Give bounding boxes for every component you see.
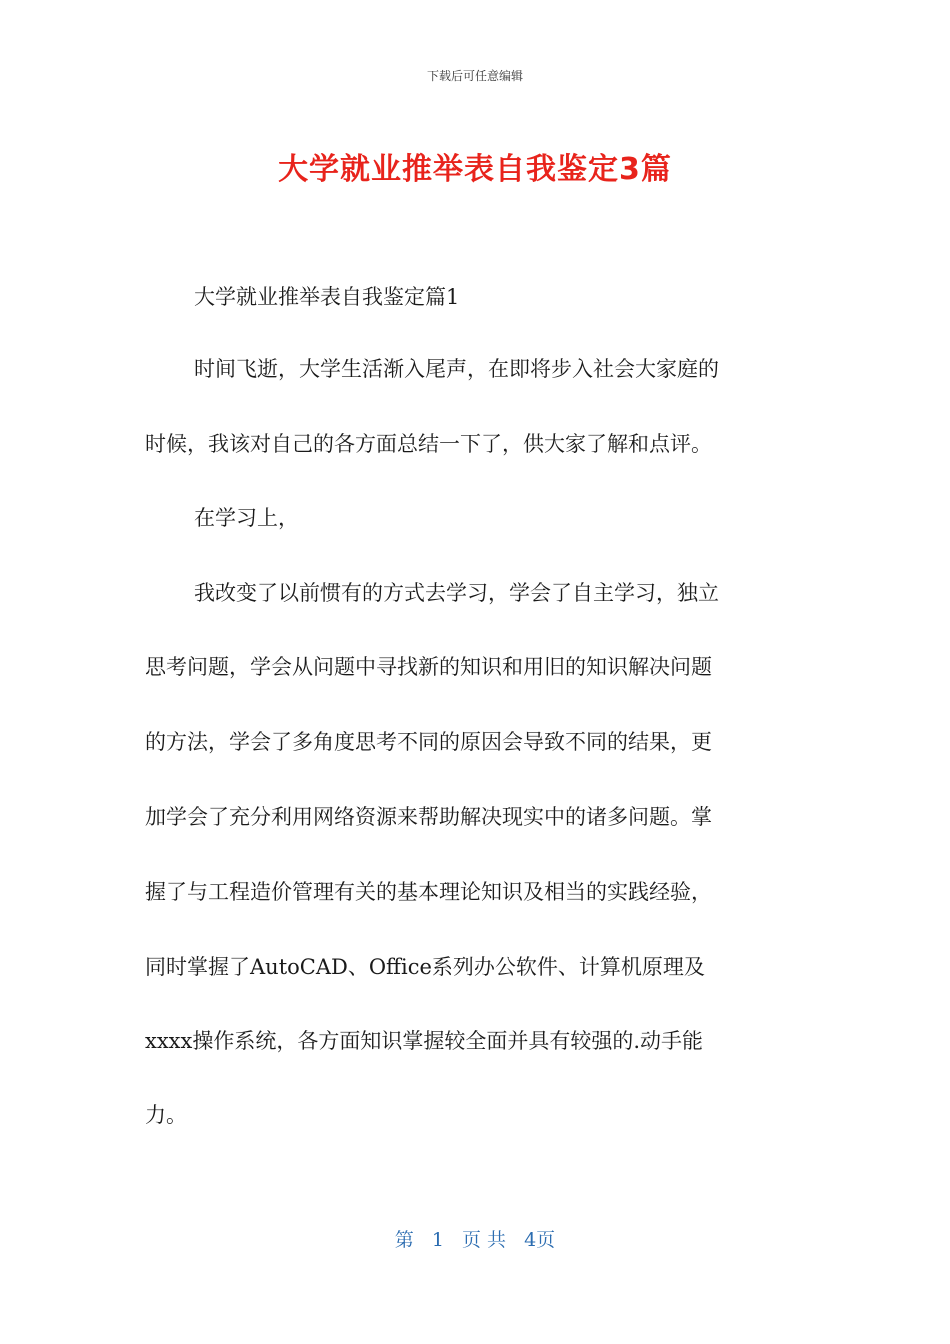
paragraph-line: 思考问题，学会从问题中寻找新的知识和用旧的知识解决问题 — [145, 655, 712, 679]
section-heading: 大学就业推举表自我鉴定篇1 — [194, 285, 460, 309]
paragraph-line: 加学会了充分利用网络资源来帮助解决现实中的诸多问题。掌 — [145, 805, 712, 829]
paragraph-line: 力。 — [145, 1103, 187, 1127]
header-note: 下载后可任意编辑 — [426, 69, 523, 83]
paragraph-line: 握了与工程造价管理有关的基本理论知识及相当的实践经验， — [145, 880, 712, 904]
paragraph-line: xxxx操作系统，各方面知识掌握较全面并具有较强的.动手能 — [145, 1029, 704, 1053]
paragraph-line: 的方法，学会了多角度思考不同的原因会导致不同的结果，更 — [145, 730, 712, 754]
paragraph-line: 我改变了以前惯有的方式去学习，学会了自主学习，独立 — [194, 581, 719, 605]
page-footer — [0, 1225, 950, 1252]
footer-page-number: 1 — [431, 1229, 444, 1251]
footer-total: 4页 — [524, 1229, 556, 1251]
document-title: 大学就业推举表自我鉴定3篇 — [278, 152, 672, 187]
paragraph-line: 时候，我该对自己的各方面总结一下了，供大家了解和点评。 — [145, 432, 712, 456]
paragraph-line: 在学习上， — [194, 506, 299, 530]
footer-middle: 页 共 — [462, 1229, 507, 1251]
paragraph-line: 时间飞逝，大学生活渐入尾声，在即将步入社会大家庭的 — [194, 357, 719, 381]
paragraph-line: 同时掌握了AutoCAD、Office系列办公软件、计算机原理及 — [145, 955, 705, 979]
footer-prefix: 第 — [394, 1229, 414, 1251]
